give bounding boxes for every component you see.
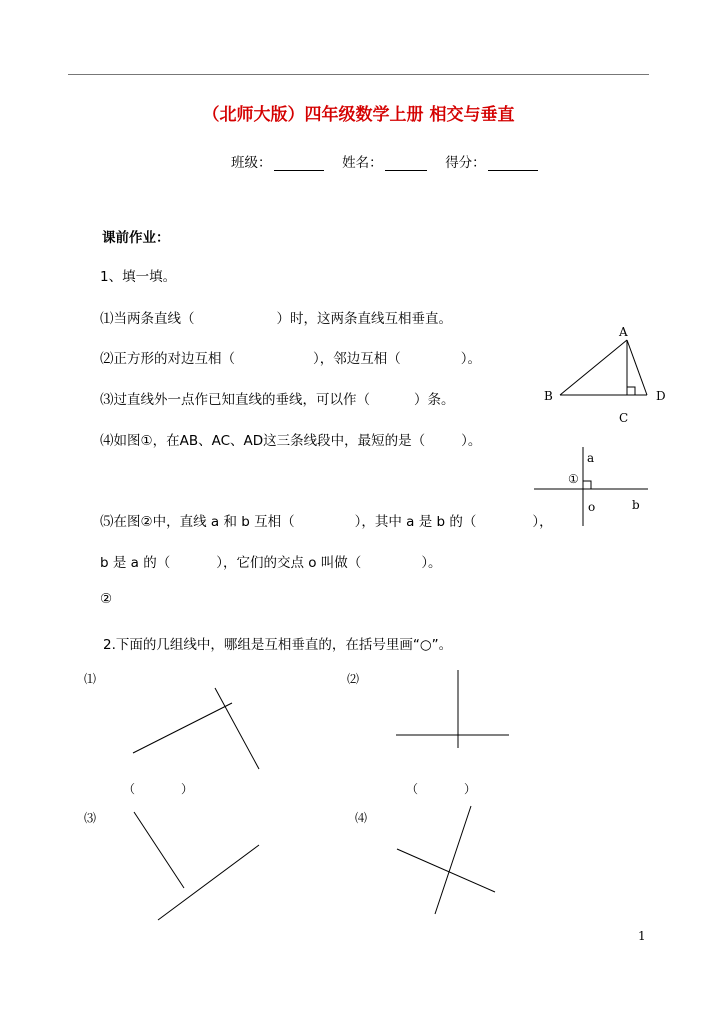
right-angle-mark bbox=[583, 481, 591, 489]
q2-label-3: ⑶ bbox=[84, 811, 97, 825]
q2-label-2: ⑵ bbox=[347, 672, 360, 686]
label-D: D bbox=[656, 389, 666, 403]
q2-fig1-line1 bbox=[133, 703, 232, 753]
q1-item-4: ⑷如图①，在AB、AC、AD这三条线段中，最短的是（ ）。 bbox=[100, 433, 482, 449]
figure-2-marker: ② bbox=[100, 591, 113, 607]
q1-item-3: ⑶过直线外一点作已知直线的垂线，可以作（ ）条。 bbox=[100, 392, 455, 408]
right-angle-mark bbox=[627, 387, 635, 395]
q1-item-2: ⑵正方形的对边互相（ ），邻边互相（ ）。 bbox=[100, 351, 481, 367]
page-title: （北师大版）四年级数学上册 相交与垂直 bbox=[202, 105, 515, 125]
q2-heading: 2.下面的几组线中，哪组是互相垂直的，在括号里画“○”。 bbox=[103, 637, 453, 653]
q2-label-4: ⑷ bbox=[355, 811, 368, 825]
section-title: 课前作业： bbox=[102, 230, 170, 246]
label-C: C bbox=[619, 411, 629, 425]
q2-fig3-line1 bbox=[134, 812, 184, 888]
label-o: o bbox=[588, 500, 596, 514]
triangle-figure bbox=[560, 340, 647, 395]
label-B: B bbox=[544, 389, 553, 403]
q2-fig3-line2 bbox=[158, 845, 259, 920]
q2-label-1: ⑴ bbox=[84, 672, 97, 686]
q2-answer-paren-1[interactable]: （ ） bbox=[123, 782, 194, 796]
segment-AB bbox=[560, 340, 627, 395]
q1-item-6: b 是 a 的（ ），它们的交点 o 叫做（ ）。 bbox=[100, 555, 442, 571]
q1-item-1: ⑴当两条直线（ ）时，这两条直线互相垂直。 bbox=[100, 311, 452, 327]
q2-fig4-line1 bbox=[435, 806, 471, 914]
q1-item-5: ⑸在图②中，直线 a 和 b 互相（ ），其中 a 是 b 的（ ）， bbox=[100, 514, 553, 530]
q1-heading: 1、填一填。 bbox=[100, 269, 177, 285]
q2-fig4-line2 bbox=[397, 849, 495, 892]
score-label: 得分： bbox=[445, 155, 486, 171]
page-number: 1 bbox=[638, 929, 646, 943]
label-a: a bbox=[587, 451, 595, 465]
label-b: b bbox=[632, 498, 640, 512]
class-label: 班级： bbox=[231, 155, 272, 171]
name-label: 姓名： bbox=[342, 155, 383, 171]
label-A: A bbox=[619, 325, 628, 339]
q2-fig1-line2 bbox=[215, 688, 259, 769]
figure-1-marker: ① bbox=[568, 472, 579, 486]
q2-answer-paren-2[interactable]: （ ） bbox=[406, 782, 477, 796]
